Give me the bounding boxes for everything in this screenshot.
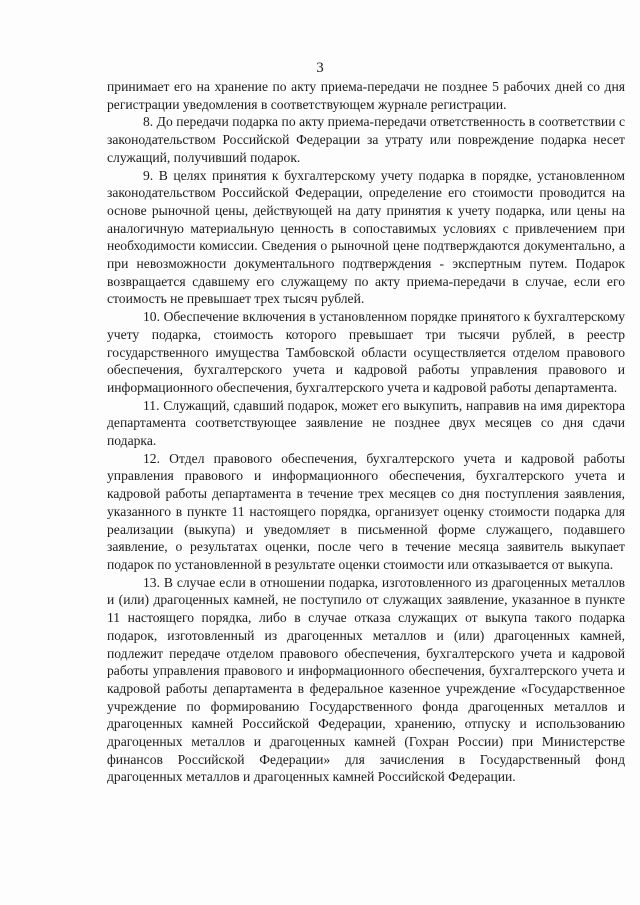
document-body [107,78,625,786]
paragraph-12: 12. Отдел правового обеспечения, бухгалтерского учета и кадровой работы управления правового и информационного обеспечения, бухгалтерского учета и кадровой работы департамента в течение трех месяцев со дня поступления заявления, указанного в пункте 11 настоящего порядка, организует оценку стоимости подарка для реализации (выкупа) и уведомляет в письменной форме служащего, подавшего заявление, о результатах оценки, после чего в течение месяца заявитель выкупает подарок по установленной в результате оценки стоимости или отказывается от выкупа. [107,450,625,572]
paragraph-continuation: принимает его на хранение по акту приема-передачи не позднее 5 рабочих дней со дня регистрации уведомления в соответствующем журнале регистрации. [107,79,625,112]
paragraph-10: 10. Обеспечение включения в установленном порядке принятого к бухгалтерскому учету подарка, стоимость которого превышает три тысячи рублей, в реестр государственного имущества Тамбовской области осуществляется отделом правового обеспечения, бухгалтерского учета и кадровой работы управления правового и информационного обеспечения, бухгалтерского учета и кадровой работы департамента. [107,309,625,395]
paragraph-11: 11. Служащий, сдавший подарок, может его выкупить, направив на имя директора департамента соответствующее заявление не позднее двух месяцев со дня сдачи подарка. [107,397,625,449]
paragraph-13: 13. В случае если в отношении подарка, изготовленного из драгоценных металлов и (или) драгоценных камней, не поступило от служащих заявление, указанное в пункте 11 настоящего порядка, либо в случае отказа служащих от выкупа такого подарка подарок, изготовленный из драгоценных металлов и (или) драгоценных камней, подлежит передаче отделом правового обеспечения, бухгалтерского учета и кадровой работы управления правового и информационного обеспечения, бухгалтерского учета и кадровой работы департамента в федеральное казенное учреждение «Государственное учреждение по формированию Государственного фонда драгоценных металлов и драгоценных камней Российской Федерации, хранению, отпуску и использованию драгоценных металлов и драгоценных камней (Гохран России) при Министерстве финансов Российской Федерации» для зачисления в Государственный фонд драгоценных металлов и драгоценных камней Российской Федерации. [107,574,625,785]
paragraph-9: 9. В целях принятия к бухгалтерскому учету подарка в порядке, установленном законодательством Российской Федерации, определение его стоимости проводится на основе рыночной цены, действующей на дату принятия к учету подарка, или цены на аналогичную материальную ценность в сопоставимых условиях с привлечением при необходимости комиссии. Сведения о рыночной цене подтверждаются документально, а при невозможности документального подтверждения - экспертным путем. Подарок возвращается сдавшему его служащему по акту приема-передачи в случае, если его стоимость не превышает трех тысяч рублей. [107,167,625,307]
page-number: 3 [316,60,324,76]
paragraph-8: 8. До передачи подарка по акту приема-передачи ответственность в соответствии с законодательством Российской Федерации за утрату или повреждение подарка несет служащий, получивший подарок. [107,114,625,165]
